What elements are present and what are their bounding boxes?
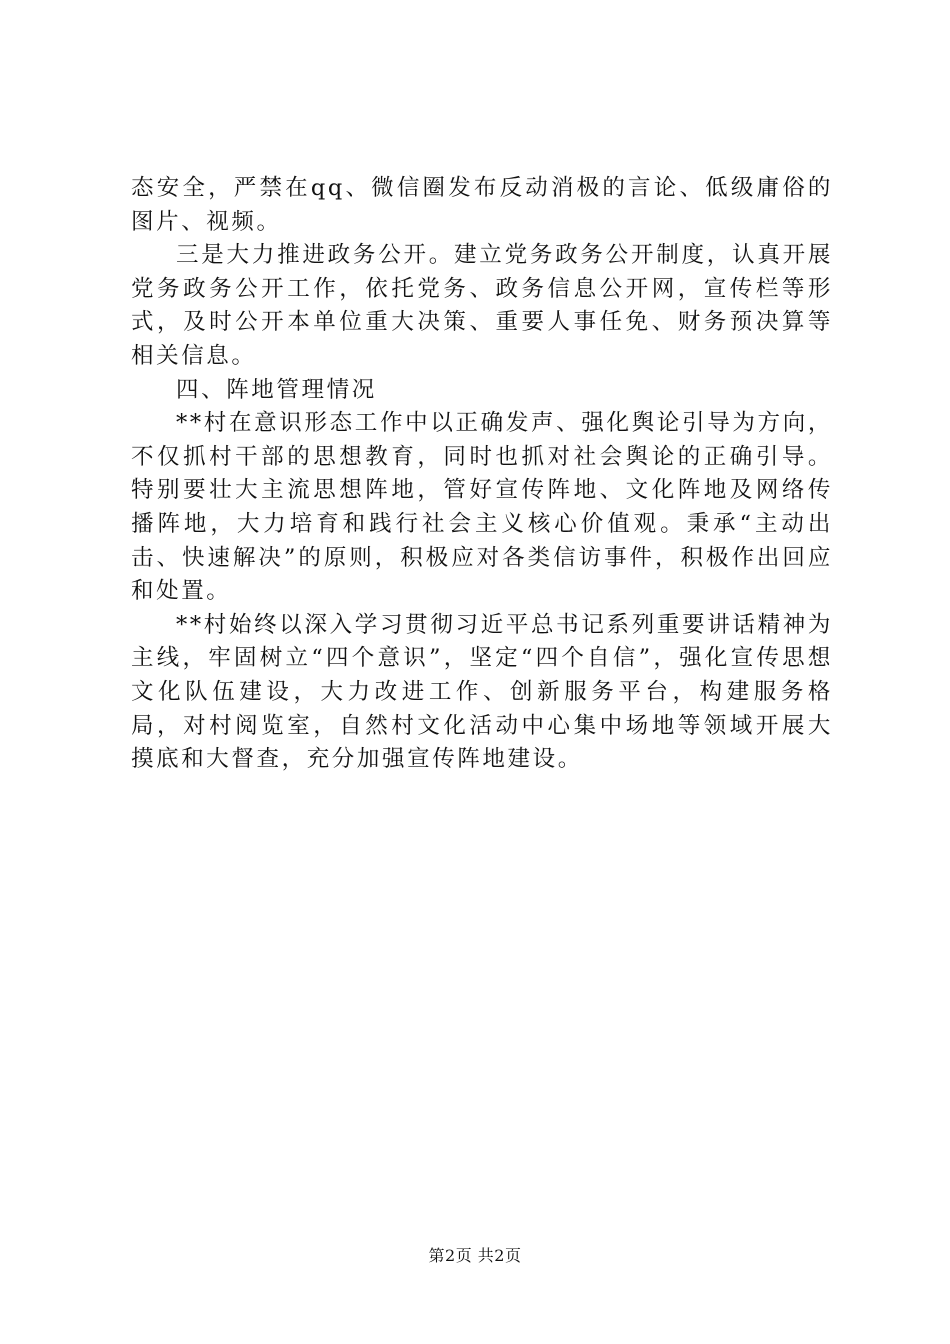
paragraph-4: **村始终以深入学习贯彻习近平总书记系列重要讲话精神为主线，牢固树立“四个意识”，坚定“四个自信”，强化宣传思想文化队伍建设，大力改进工作、创新服务平台，构建服务格局，对村阅览室，自然村文化活动中心集中场地等领域开展大摸底和大督查，充分加强宣传阵地建设。 [131, 611, 833, 773]
paragraph-1: 态安全，严禁在qq、微信圈发布反动消极的言论、低级庸俗的图片、视频。 [131, 175, 833, 235]
paragraph-3: **村在意识形态工作中以正确发声、强化舆论引导为方向，不仅抓村干部的思想教育，同时也抓对社会舆论的正确引导。特别要壮大主流思想阵地，管好宣传阵地、文化阵地及网络传播阵地，大力培育和践行社会主义核心价值观。秉承“主动出击、快速解决”的原则，积极应对各类信访事件，积极作出回应和处置。 [131, 410, 833, 605]
section-heading: 四、阵地管理情况 [176, 376, 377, 403]
page-footer: 第2页 共2页 [428, 1246, 522, 1265]
paragraph-2: 三是大力推进政务公开。建立党务政务公开制度，认真开展党务政务公开工作，依托党务、政务信息公开网，宣传栏等形式，及时公开本单位重大决策、重要人事任免、财务预决算等相关信息。 [131, 242, 833, 369]
document-body [131, 172, 833, 777]
